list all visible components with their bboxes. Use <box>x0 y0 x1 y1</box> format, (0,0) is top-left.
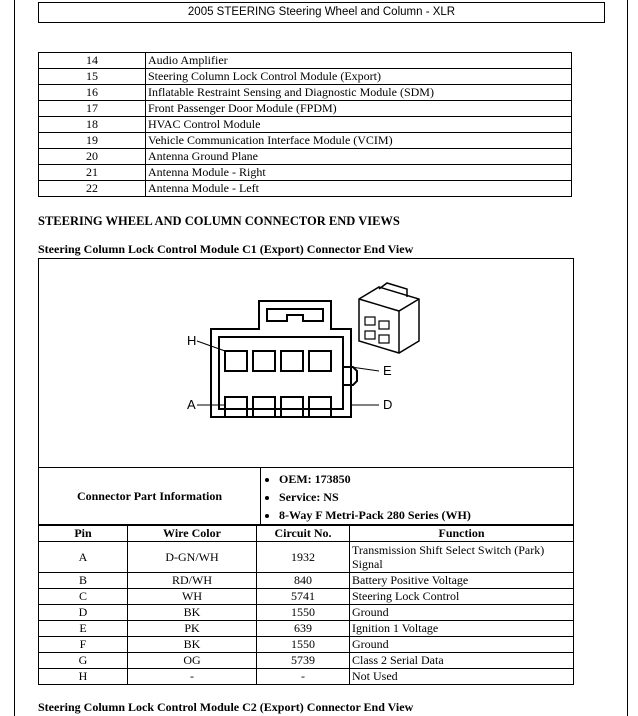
label-h: H <box>187 333 197 348</box>
pin-row <box>39 653 574 669</box>
pin-row <box>39 573 574 589</box>
section-heading: STEERING WHEEL AND COLUMN CONNECTOR END VIEWS <box>38 214 400 228</box>
function-cell: Steering Lock Control <box>350 589 574 605</box>
pin-cell: B <box>39 573 128 589</box>
pin-cell: G <box>39 653 128 669</box>
pin-row <box>39 589 574 605</box>
component-description: Antenna Ground Plane <box>146 149 572 165</box>
component-number: 18 <box>39 117 146 133</box>
component-number: 15 <box>39 69 146 85</box>
wire-color-cell: PK <box>128 621 257 637</box>
component-description: Front Passenger Door Module (FPDM) <box>146 101 572 117</box>
wire-color-cell: OG <box>128 653 257 669</box>
wire-color-cell: BK <box>128 605 257 621</box>
connector-end-view-drawing <box>38 258 574 467</box>
component-row <box>39 69 572 85</box>
component-description: Steering Column Lock Control Module (Export) <box>146 69 572 85</box>
function-cell: Battery Positive Voltage <box>350 573 574 589</box>
pin-cell: D <box>39 605 128 621</box>
circuit-cell: 639 <box>257 621 350 637</box>
component-number: 21 <box>39 165 146 181</box>
component-list-table <box>38 52 572 197</box>
wire-color-cell: - <box>128 669 257 685</box>
pin-row <box>39 669 574 685</box>
component-number: 19 <box>39 133 146 149</box>
wire-color-cell: RD/WH <box>128 573 257 589</box>
pin-row <box>39 542 574 573</box>
pin-row <box>39 637 574 653</box>
info-bullet-oem: • OEM: 173850 <box>279 470 571 488</box>
pin-row <box>39 605 574 621</box>
label-e: E <box>383 363 392 378</box>
info-bullet-service: • Service: NS <box>279 488 571 506</box>
component-description: Vehicle Communication Interface Module (VCIM) <box>146 133 572 149</box>
component-description: Antenna Module - Left <box>146 181 572 197</box>
component-number: 20 <box>39 149 146 165</box>
function-col-header: Function <box>350 525 574 542</box>
pin-table <box>38 524 574 685</box>
pin-cell: E <box>39 621 128 637</box>
component-description: HVAC Control Module <box>146 117 572 133</box>
pin-row <box>39 621 574 637</box>
function-cell: Ground <box>350 605 574 621</box>
pin-cell: H <box>39 669 128 685</box>
info-bullet-series: • 8-Way F Metri-Pack 280 Series (WH) <box>279 506 571 524</box>
wire-color-cell: WH <box>128 589 257 605</box>
circuit-col-header: Circuit No. <box>257 525 350 542</box>
circuit-cell: 5739 <box>257 653 350 669</box>
circuit-cell: 840 <box>257 573 350 589</box>
function-cell: Ground <box>350 637 574 653</box>
wire-color-col-header: Wire Color <box>128 525 257 542</box>
component-number: 17 <box>39 101 146 117</box>
pin-cell: F <box>39 637 128 653</box>
circuit-cell: - <box>257 669 350 685</box>
component-row <box>39 53 572 69</box>
wire-color-cell: BK <box>128 637 257 653</box>
connector-info-table <box>38 467 574 526</box>
connector-c2-title: Steering Column Lock Control Module C2 (Export) Connector End View <box>38 700 414 714</box>
function-cell: Class 2 Serial Data <box>350 653 574 669</box>
connector-info-bullets <box>261 468 574 526</box>
pin-cell: A <box>39 542 128 573</box>
right-page-border <box>627 0 628 716</box>
component-description: Audio Amplifier <box>146 53 572 69</box>
wire-color-cell: D-GN/WH <box>128 542 257 573</box>
component-number: 16 <box>39 85 146 101</box>
function-cell: Transmission Shift Select Switch (Park) Signal <box>350 542 574 573</box>
component-row <box>39 181 572 197</box>
component-number: 14 <box>39 53 146 69</box>
circuit-cell: 1932 <box>257 542 350 573</box>
left-page-border <box>14 0 15 716</box>
pin-cell: C <box>39 589 128 605</box>
component-number: 22 <box>39 181 146 197</box>
component-row <box>39 117 572 133</box>
component-row <box>39 133 572 149</box>
circuit-cell: 1550 <box>257 605 350 621</box>
connector-c1-title: Steering Column Lock Control Module C1 (Export) Connector End View <box>38 242 414 256</box>
document-header: 2005 STEERING Steering Wheel and Column - XLR <box>38 2 605 23</box>
circuit-cell: 5741 <box>257 589 350 605</box>
component-row <box>39 149 572 165</box>
label-a: A <box>187 397 196 412</box>
component-description: Inflatable Restraint Sensing and Diagnostic Module (SDM) <box>146 85 572 101</box>
label-d: D <box>383 397 393 412</box>
component-row <box>39 85 572 101</box>
component-description: Antenna Module - Right <box>146 165 572 181</box>
circuit-cell: 1550 <box>257 637 350 653</box>
connector-info-label: Connector Part Information <box>39 468 261 526</box>
pin-col-header: Pin <box>39 525 128 542</box>
connector-drawing-svg <box>39 259 573 467</box>
function-cell: Not Used <box>350 669 574 685</box>
component-row <box>39 165 572 181</box>
function-cell: Ignition 1 Voltage <box>350 621 574 637</box>
component-row <box>39 101 572 117</box>
